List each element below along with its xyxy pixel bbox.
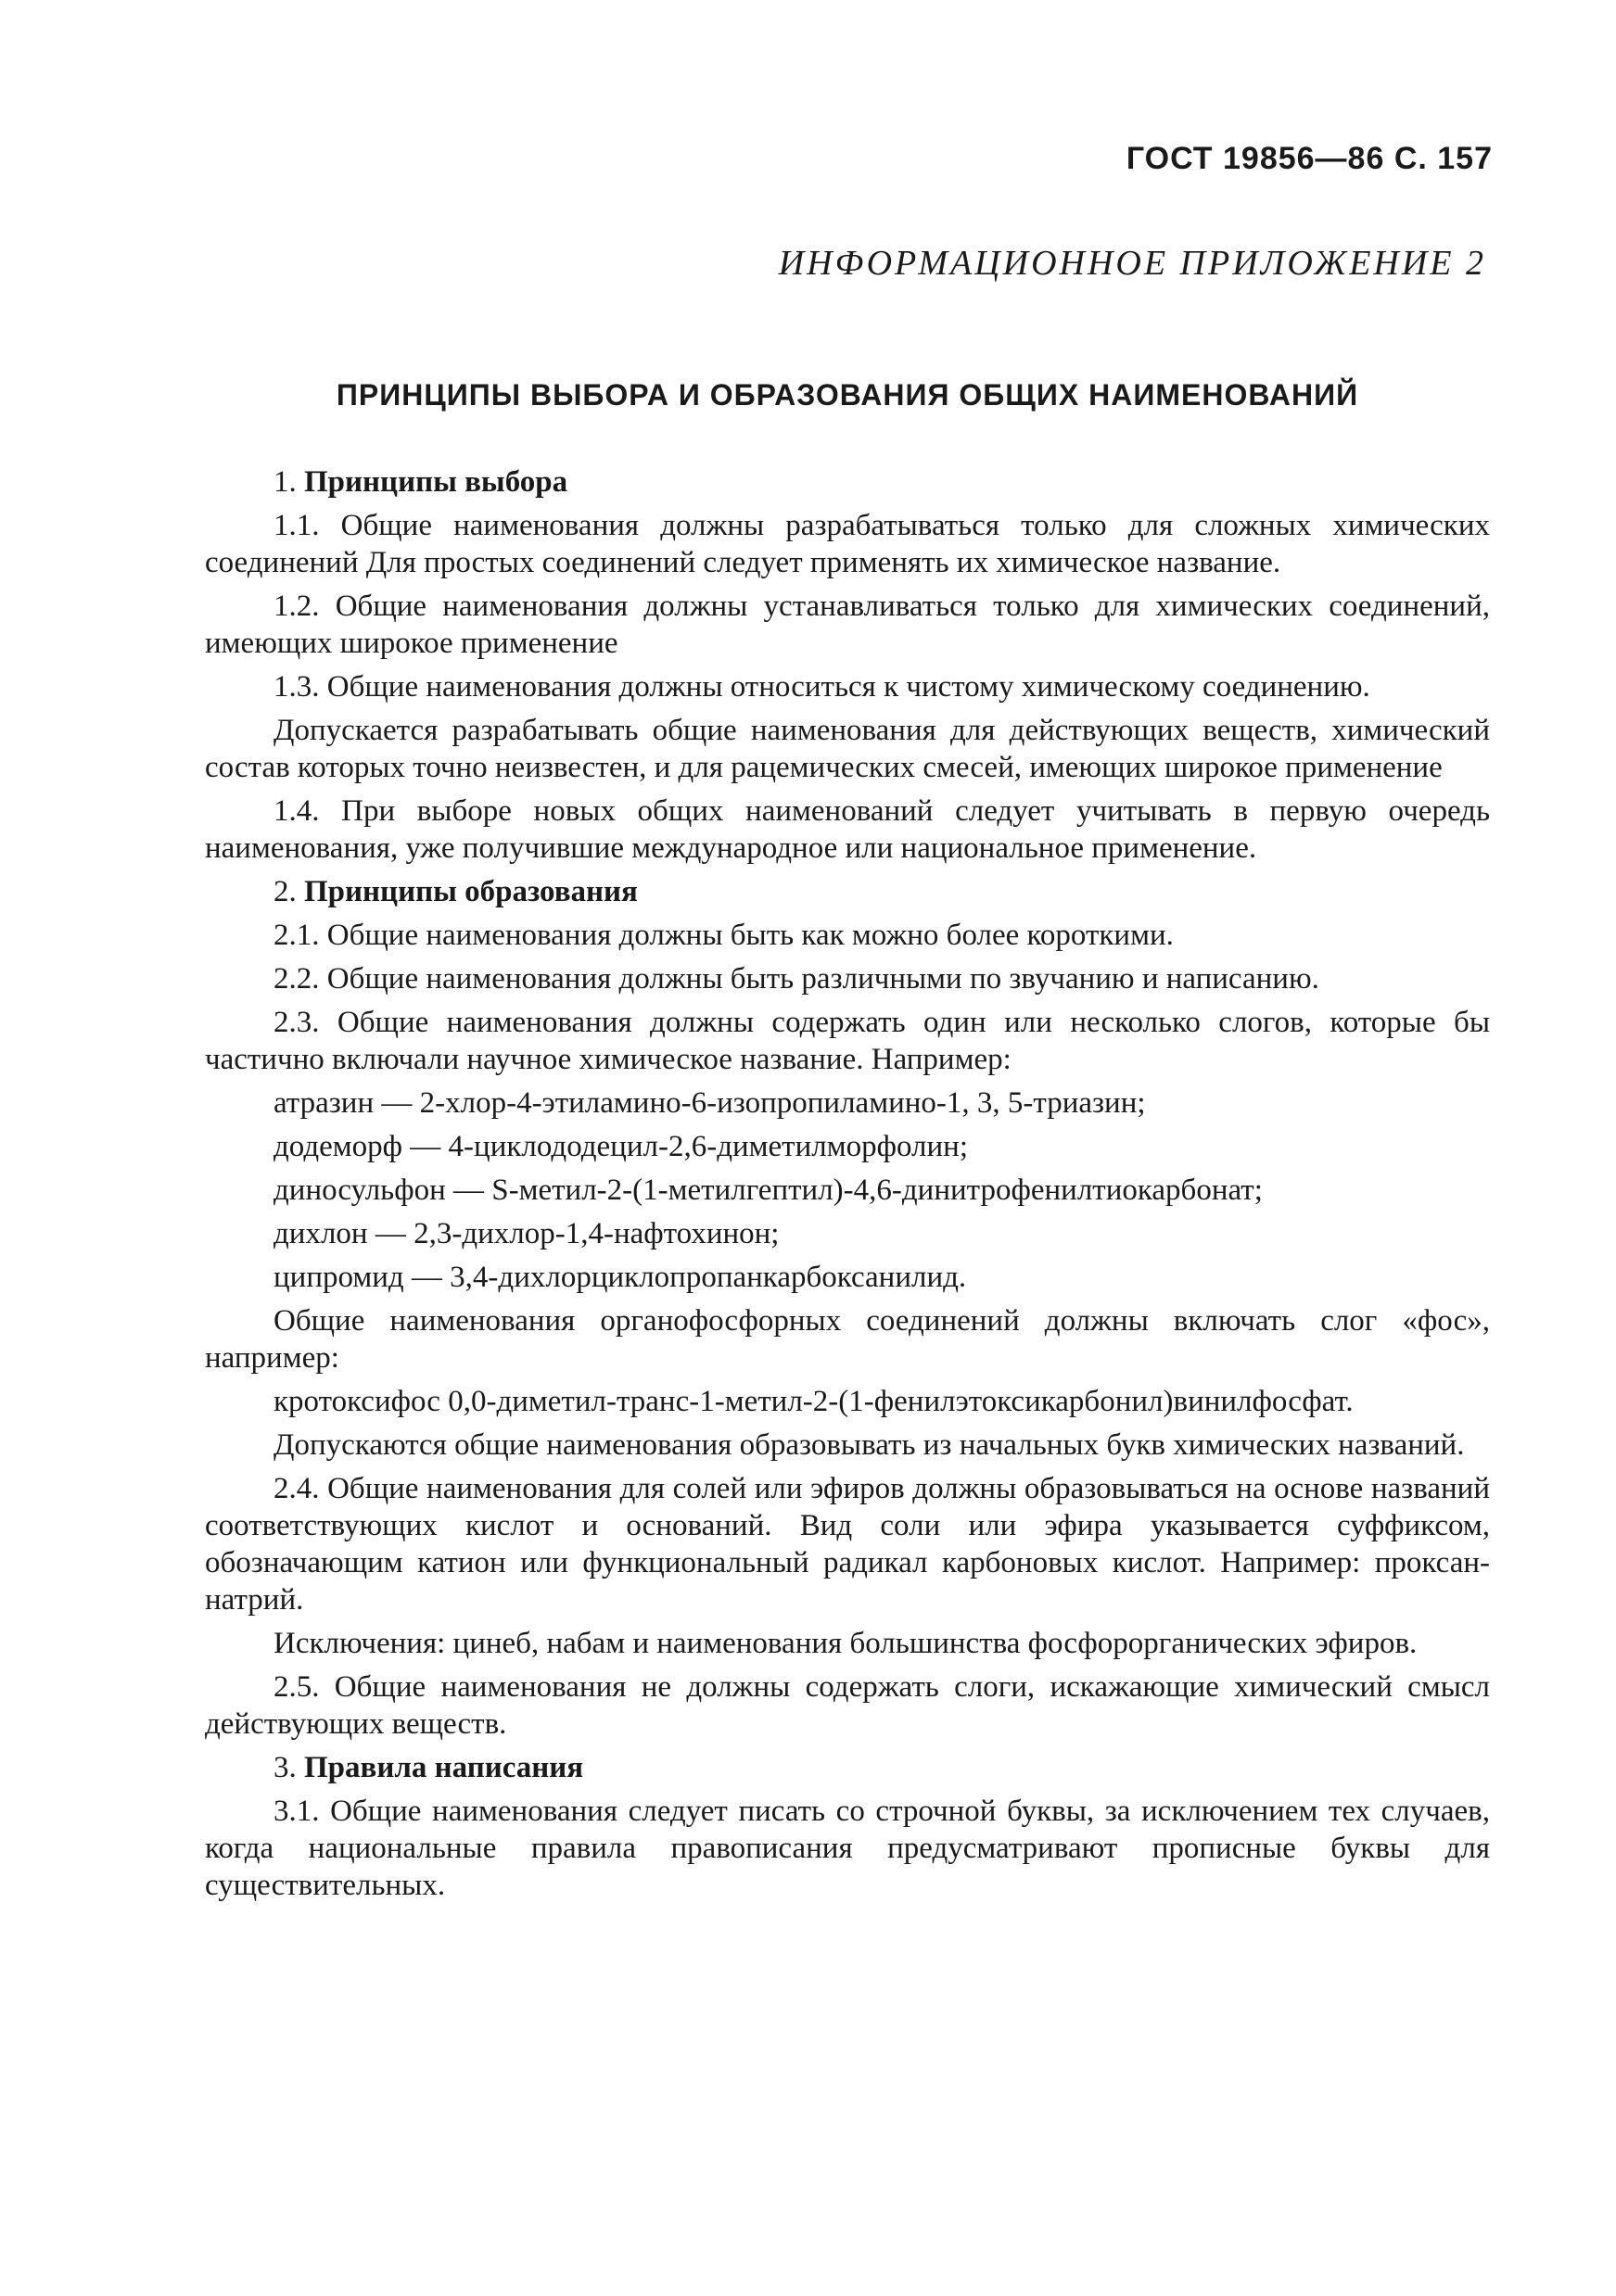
section-3-number: 3. [274, 1751, 297, 1784]
example-item: дихлон — 2,3-дихлор-1,4-нафтохинон; [274, 1217, 780, 1250]
section-3-heading [205, 1749, 1490, 1786]
section-2-title: Принципы образования [304, 875, 638, 908]
example-item: атразин — 2-хлор-4-этиламино-6-изопропиламино-1, 3, 5-триазин; [274, 1086, 1146, 1120]
paragraph-1-1: 1.1. Общие наименования должны разрабатываться только для сложных химических соединений Для простых соединений следует применять их химическое название. [205, 509, 1490, 579]
example-item: додеморф — 4-циклододецил-2,6-диметилморфолин; [274, 1130, 969, 1163]
paragraph-2-3-example: кротоксифос 0,0-диметил-транс-1-метил-2-(1-фенилэтоксикарбонил)винилфосфат. [274, 1385, 1354, 1418]
paragraph-2-4-exceptions: Исключения: цинеб, набам и наименования большинства фосфорорганических эфиров. [274, 1627, 1418, 1660]
section-2-heading [205, 873, 1490, 910]
paragraph-3-1: 3.1. Общие наименования следует писать со строчной буквы, за исключением тех случаев, когда национальные правила правописания предусматривают прописные буквы для существительных. [205, 1795, 1490, 1902]
document-reference: ГОСТ 19856—86 С. 157 [1126, 141, 1493, 176]
document-body [205, 463, 1490, 1910]
paragraph-1-4: 1.4. При выборе новых общих наименований следует учитывать в первую очередь наименования, уже получившие международное или национальное применение. [205, 794, 1490, 865]
paragraph-2-3-fos: Общие наименования органофосфорных соединений должны включать слог «фос», например: [205, 1304, 1490, 1375]
section-1-number: 1. [274, 465, 297, 499]
paragraph-1-2: 1.2. Общие наименования должны устанавливаться только для химических соединений, имеющих широкое применение [205, 590, 1490, 660]
section-1-title: Принципы выбора [304, 465, 568, 499]
example-item: ципромид — 3,4-дихлорциклопропанкарбоксанилид. [274, 1261, 967, 1294]
section-3-title: Правила написания [304, 1751, 584, 1784]
paragraph-2-2: 2.2. Общие наименования должны быть различными по звучанию и написанию. [274, 962, 1319, 996]
section-2-number: 2. [274, 875, 297, 908]
paragraph-1-3: 1.3. Общие наименования должны относиться к чистому химическому соединению. [274, 670, 1370, 704]
section-1-heading [205, 463, 1490, 501]
paragraph-2-1: 2.1. Общие наименования должны быть как можно более короткими. [274, 919, 1174, 952]
paragraph-2-4: 2.4. Общие наименования для солей или эфиров должны образовываться на основе названий соответствующих кислот и оснований. Вид соли или эфира указывается суффиксом, обозначающим катион или функциональный радикал карбоновых кислот. Например: проксан-натрий. [205, 1472, 1490, 1617]
paragraph-2-3-initials: Допускаются общие наименования образовывать из начальных букв химических названий. [274, 1428, 1465, 1462]
paragraph-2-3: 2.3. Общие наименования должны содержать один или несколько слогов, которые бы частично включали научное химическое название. Например: [205, 1006, 1490, 1076]
document-title: ПРИНЦИПЫ ВЫБОРА И ОБРАЗОВАНИЯ ОБЩИХ НАИМЕНОВАНИЙ [336, 378, 1359, 412]
paragraph-2-5: 2.5. Общие наименования не должны содержать слоги, искажающие химический смысл действующих веществ. [205, 1670, 1490, 1741]
example-item: диносульфон — S-метил-2-(1-метилгептил)-4,6-динитрофенилтиокарбонат; [274, 1173, 1263, 1207]
paragraph-1-3-continued: Допускается разрабатывать общие наименования для действующих веществ, химический состав которых точно неизвестен, и для рацемических смесей, имеющих широкое применение [205, 714, 1490, 784]
appendix-label: ИНФОРМАЦИОННОЕ ПРИЛОЖЕНИЕ 2 [778, 244, 1486, 283]
